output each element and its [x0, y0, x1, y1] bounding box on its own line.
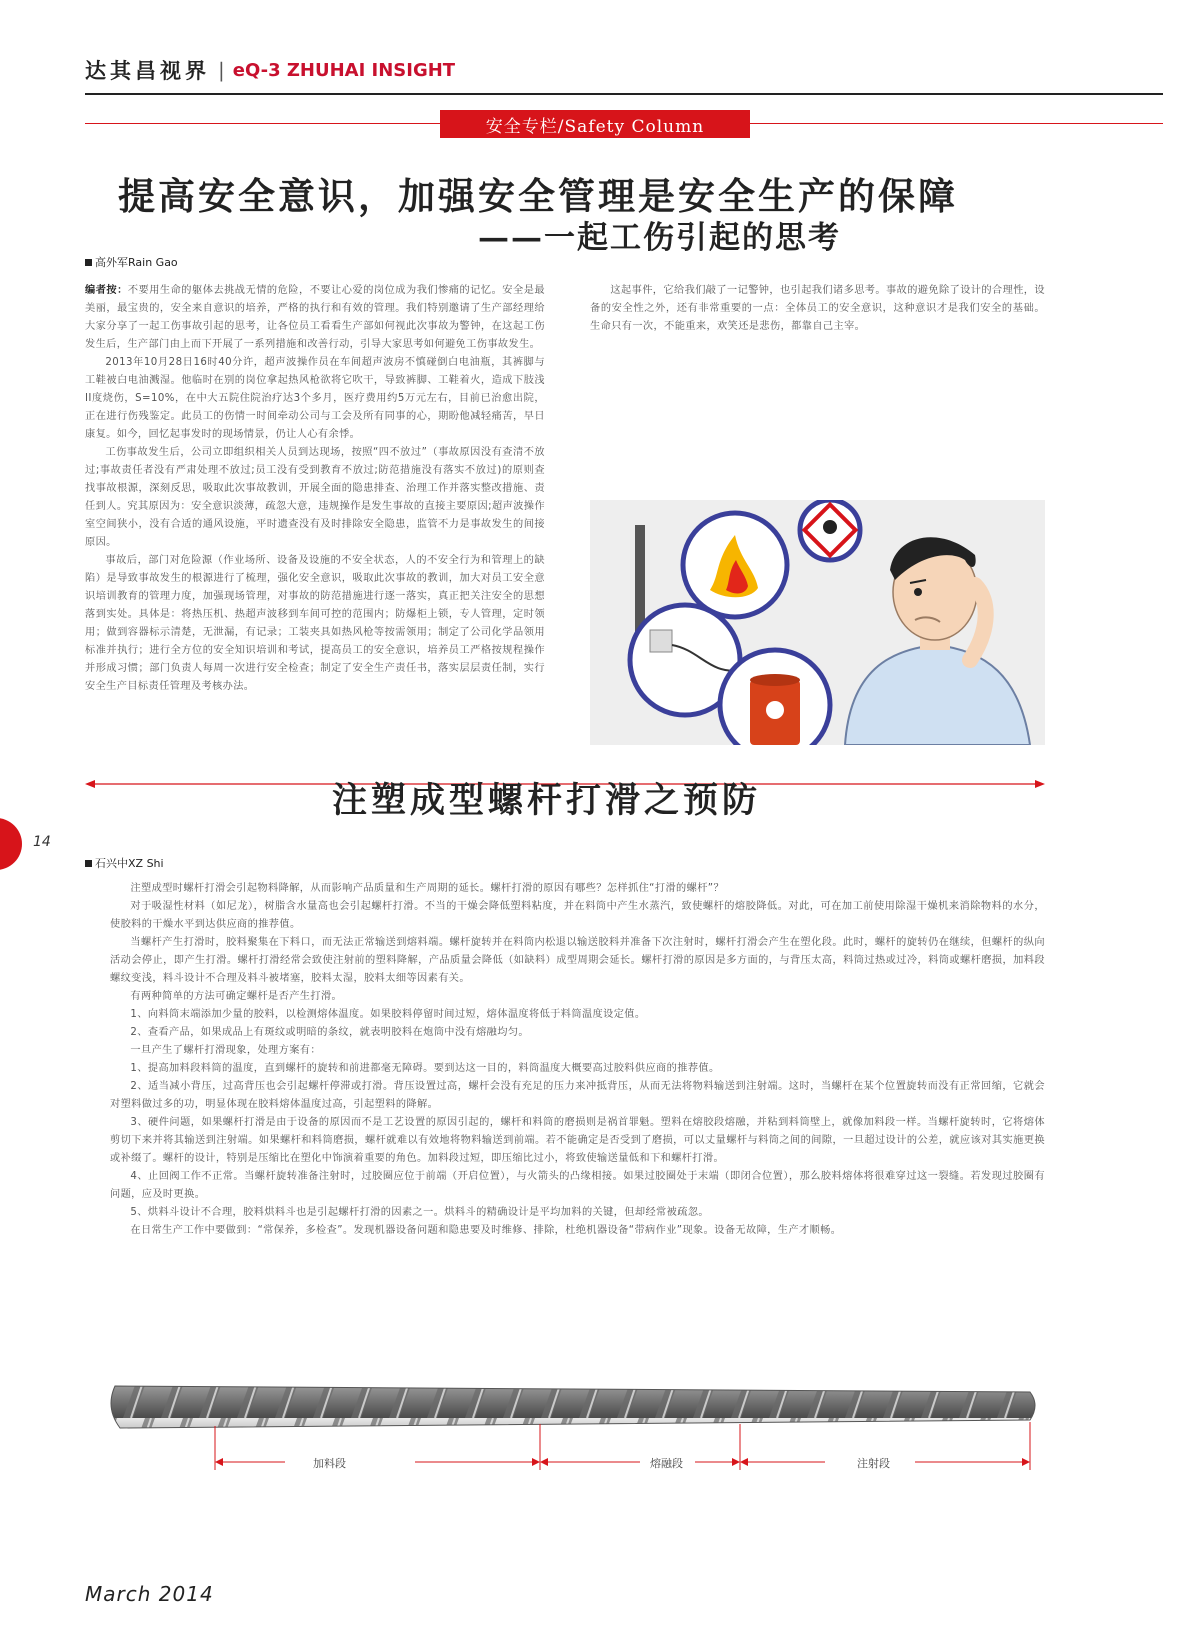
header-rule	[85, 93, 1163, 95]
article1-paragraph: 事故后，部门对危险源（作业场所、设备及设施的不安全状态，人的不安全行为和管理上的缺陷）是导致事故发生的根源进行了梳理，强化安全意识，吸取此次事故的教训，加大对员工安全意识培训教育的管理力度，加强现场管理，对事故的防范措施进行逐一落实，真正把关注安全的思想落到实处。具体是：将热压机、热超声波移到车间可控的范围内；防爆柜上锁，专人管理，定时领用；做到容器标示清楚，无泄漏，有记录；工装夹具如热风枪等按需领用；制定了公司化学品领用标准并执行；进行全方位的安全知识培训和考试，提高员工的安全意识，培养员工严格按规程操作并形成习惯；部门负责人每周一次进行安全检查；制定了安全生产责任书，落实层层责任制，实行安全生产目标责任管理及考核办法。	[85, 555, 545, 692]
article1-title: 提高安全意识，加强安全管理是安全生产的保障	[118, 174, 958, 218]
brand-separator: |	[218, 58, 225, 82]
article2-paragraph: 5、烘料斗设计不合理，胶料烘料斗也是引起螺杆打滑的因素之一。烘料斗的精确设计是平均加料的关键，但却经常被疏忽。	[130, 1207, 709, 1218]
column-band-label: 安全专栏/Safety Column	[485, 116, 705, 137]
byline-square-icon	[85, 860, 92, 867]
article2-paragraph: 一旦产生了螺杆打滑现象，处理方案有：	[130, 1045, 321, 1056]
column-band	[440, 110, 750, 138]
article2-author: 石兴中XZ Shi	[95, 857, 164, 870]
article2-title: 注塑成型螺杆打滑之预防	[332, 780, 762, 821]
editor-note-text: 不要用生命的躯体去挑战无情的危险，不要让心爱的岗位成为我们惨痛的记忆。安全是最美丽，最宝贵的，安全来自意识的培养，严格的执行和有效的管理。我们特别邀请了生产部经理给大家分享了一起工伤事故引起的思考，让各位员工看看生产部如何视此次事故为警钟，在这起工伤发生后，生产部门由上而下开展了一系列措施和改善行动，引导大家思考如何避免工伤事故发生。	[85, 285, 545, 350]
article2-paragraph: 1、向料筒末端添加少量的胶料，以检测熔体温度。如果胶料停留时间过短，熔体温度将低于料筒温度设定值。	[130, 1009, 646, 1020]
article1-author: 高外军Rain Gao	[95, 256, 178, 269]
article1-paragraph: 工伤事故发生后，公司立即组织相关人员到达现场，按照“四不放过”（事故原因没有查清不放过;事故责任者没有严肃处理不放过;员工没有受到教育不放过;防范措施没有落实不放过)的原则查找事故根源，深刻反思，吸取此次事故教训，开展全面的隐患排查、治理工作并落实整改措施、责任到人。究其原因为：安全意识淡薄，疏忽大意，违规操作是发生事故的直接主要原因;超声波操作室空间狭小，没有合适的通风设施，平时遗查没有及时排除安全隐患，监管不力是事故发生的间接原因。	[85, 447, 545, 548]
article1-paragraph: 2013年10月28日16时40分许，超声波操作员在车间超声波房不慎碰倒白电油瓶，其裤脚与工鞋被白电油溅湿。他临时在别的岗位拿起热风枪欲将它吹干，导致裤脚、工鞋着火，造成下肢浅II度烧伤，S=10%，在中大五院住院治疗达3个多月，医疗费用约5万元左右，目前已治愈出院，正在进行伤残鉴定。此员工的伤情一时间牵动公司与工会及所有同事的心，期盼他减轻痛苦，早日康复。如今，回忆起事发时的现场情景，仍让人心有余悸。	[85, 357, 545, 440]
article1-paragraph: 这起事件，它给我们敲了一记警钟，也引起我们诸多思考。事故的避免除了设计的合理性，设备的安全性之外，还有非常重要的一点：全体员工的安全意识，这种意识才是我们安全的基础。生命只有一次，不能重来，欢笑还是悲伤，都靠自己主宰。	[590, 285, 1045, 332]
band-line-left	[85, 123, 440, 124]
brand-cn: 达其昌视界	[85, 58, 210, 83]
brand-en: eQ-3 ZHUHAI INSIGHT	[232, 59, 456, 81]
article2-paragraph: 2、适当减小背压，过高背压也会引起螺杆停滞或打滑。背压设置过高，螺杆会没有充足的压力来冲抵背压，从而无法将物料输送到注射端。这时，当螺杆在某个位置旋转而没有正常回缩，它就会对塑料做过多的功，明显体现在胶料熔体温度过高，引起塑料的降解。	[110, 1081, 1045, 1110]
article1-byline	[85, 254, 178, 270]
article2-paragraph: 3、硬件问题，如果螺杆打滑是由于设备的原因而不是工艺设置的原因引起的，螺杆和料筒的磨损则是祸首罪魁。塑料在熔胶段熔融，并粘到料筒壁上，就像加料段一样。当螺杆旋转时，它将熔体剪切下来并将其输送到注射端。如果螺杆和料筒磨损，螺杆就难以有效地将物料输送到前端。若不能确定是否受到了磨损，可以丈量螺杆与料筒之间的间隙，一旦超过设计的公差，就应该对其实施更换或补缀了。螺杆的设计，特别是压缩比在塑化中饰演着重要的角色。加料段过短，即压缩比过小，将致使输送量低和下和螺杆打滑。	[110, 1117, 1045, 1164]
article1-column-left	[85, 282, 545, 762]
worried-man-hazards-icon	[590, 500, 1045, 745]
screw-diagram	[85, 1358, 1045, 1498]
article2-paragraph: 注塑成型时螺杆打滑会引起物料降解，从而影响产品质量和生产周期的延长。螺杆打滑的原因有哪些？怎样抓住“打滑的螺杆”？	[130, 883, 725, 894]
editor-note	[85, 282, 545, 354]
screw-section-melt: 熔融段	[650, 1457, 683, 1470]
article2-paragraph: 1、提高加料段料筒的温度，直到螺杆的旋转和前进都毫无障碍。要到达这一目的，料筒温度大概要高过胶料供应商的推荐值。	[130, 1063, 720, 1074]
editor-label: 编者按：	[85, 285, 128, 296]
article2-paragraph: 4、止回阀工作不正常。当螺杆旋转准备注射时，过胶圈应位于前端（开启位置），与火箭头的凸缘相接。如果过胶圈处于末端（即闭合位置），那么胶料熔体将很难穿过这一裂缝。若发现过胶圈有问题，应及时更换。	[110, 1171, 1045, 1200]
page-number: 14	[33, 834, 51, 850]
article2-paragraph: 有两种简单的方法可确定螺杆是否产生打滑。	[130, 991, 343, 1002]
article2-byline	[85, 855, 164, 871]
safety-illustration	[590, 500, 1045, 745]
band-line-right	[750, 123, 1163, 124]
screw-section-inject: 注射段	[857, 1457, 890, 1470]
masthead	[85, 55, 455, 85]
article1-subtitle: ——一起工伤引起的思考	[478, 220, 841, 256]
byline-square-icon	[85, 259, 92, 266]
article2-body	[110, 880, 1045, 1345]
article2-paragraph: 在日常生产工作中要做到：“常保养，多检查”。发现机器设备问题和隐患要及时维修、排除，杜绝机器设备“带病作业”现象。设备无故障，生产才顺畅。	[130, 1225, 842, 1236]
page-tab	[0, 818, 22, 870]
screw-photo-icon	[85, 1358, 1045, 1498]
screw-section-feed: 加料段	[313, 1457, 346, 1470]
article2-paragraph: 当螺杆产生打滑时，胶料聚集在下料口，而无法正常输送到熔料端。螺杆旋转并在料筒内松退以输送胶料并准备下次注射时，螺杆打滑会产生在塑化段。此时，螺杆的旋转仍在继续，但螺杆的纵向活动会停止，即产生打滑。螺杆打滑经常会致使注射前的塑料降解，产品质量会降低（如缺料）成型周期会延长。螺杆打滑的原因是多方面的，与背压太高，料筒过热或过冷，料筒或螺杆磨损，加料段螺纹变浅，料斗设计不合理及料斗被堵塞，胶料太湿，胶料太细等因素有关。	[110, 937, 1045, 984]
article2-paragraph: 对于吸湿性材料（如尼龙），树脂含水量高也会引起螺杆打滑。不当的干燥会降低塑料粘度，并在料筒中产生水蒸汽，致使螺杆的熔胶降低。对此，可在加工前使用除湿干燥机来消除物料的水分，使胶料的干燥水平到达供应商的推荐值。	[110, 901, 1045, 930]
article1-column-right	[590, 282, 1045, 502]
issue-date: March 2014	[85, 1582, 214, 1606]
article2-paragraph: 2、查看产品，如果成品上有斑纹或明暗的条纹，就表明胶料在炮筒中没有熔融均匀。	[130, 1027, 530, 1038]
